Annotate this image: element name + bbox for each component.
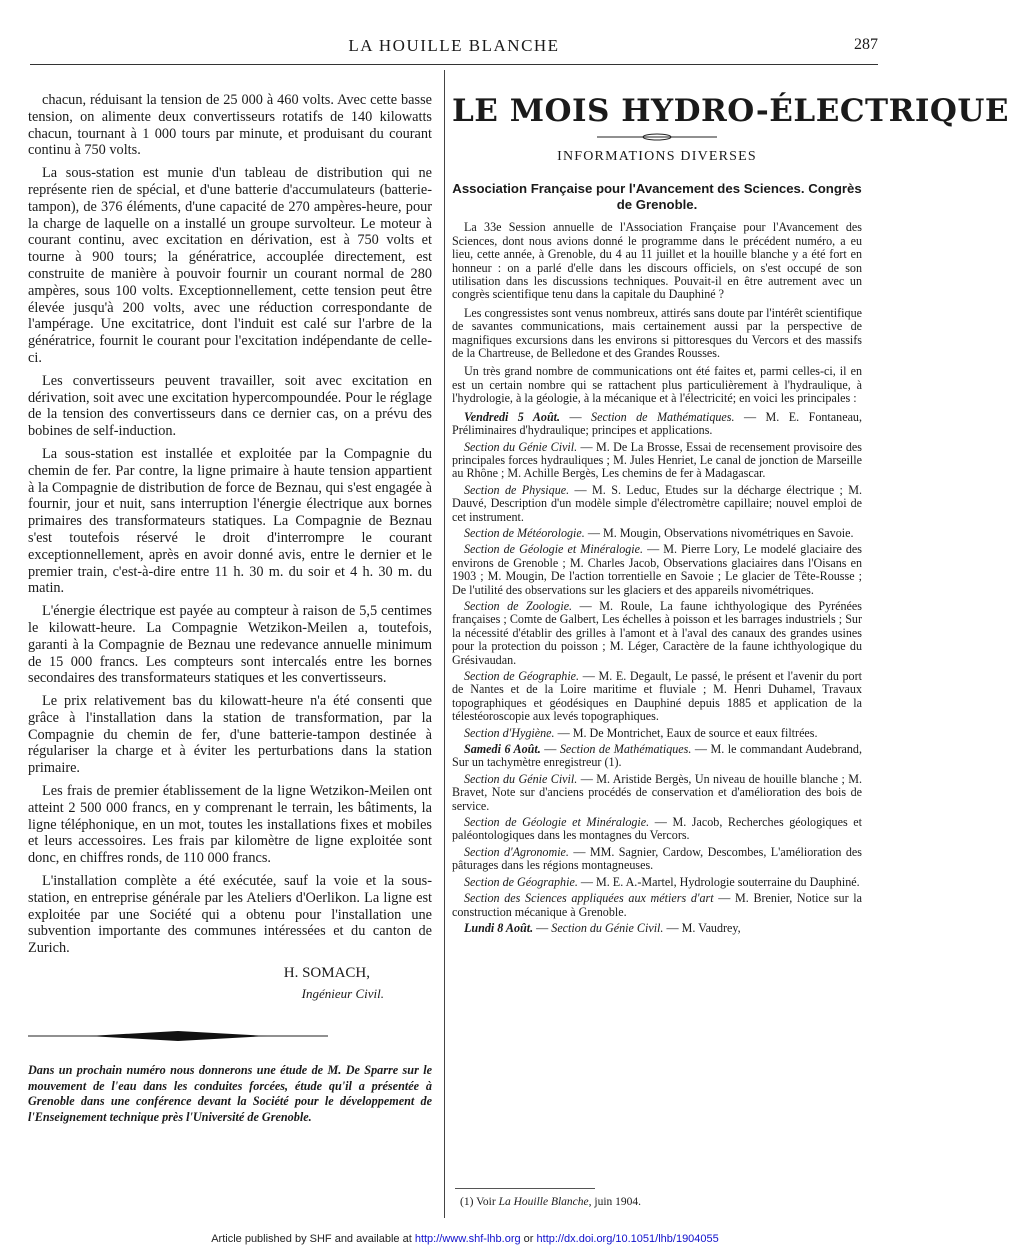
running-title: LA HOUILLE BLANCHE <box>348 36 560 55</box>
right-column <box>452 92 1009 938</box>
body-paragraph: Les convertisseurs peuvent travailler, soit avec excitation en dérivation, soit avec une excitation hypercompoundée. Pour le réglage de la tension des convertisseurs dans ce dernier cas, on a prévu des bobines de self-induction. <box>28 372 432 440</box>
session-day: Vendredi 5 Août. <box>464 409 561 424</box>
section-name: Section de Météorologie. <box>464 525 585 540</box>
publisher-credit <box>0 1233 930 1245</box>
article-heading: Association Française pour l'Avancement des Sciences. Congrès de Grenoble. <box>452 181 862 213</box>
communication-entry: Section de Météorologie. — M. Mougin, Observations nivométriques en Savoie. <box>464 525 854 540</box>
communication-text: M. De Montrichet, Eaux de source et eaux filtrées. <box>572 725 818 740</box>
section-title: LE MOIS HYDRO-ÉLECTRIQUE <box>452 93 1009 129</box>
communication-text: M. Mougin, Observations nivométriques en Savoie. <box>602 525 854 540</box>
communication-entry: Section d'Agronomie. — MM. Sagnier, Cardow, Descombes, L'amélioration des pâturages dans les régions montagneuses. <box>452 844 862 873</box>
communication-entry: Section des Sciences appliquées aux métiers d'art — M. Brenier, Notice sur la construction mécanique à Grenoble. <box>452 891 863 919</box>
body-paragraph: Les frais de premier établissement de la ligne Wetzikon-Meilen ont atteint 2 500 000 francs, en y comprenant le terrain, les bâtiments, la ligne téléphonique, en un mot, toutes les installations fixes et mobiles et leurs accessoires. Les frais par kilomètre de ligne exploitée sont donc, en chiffres ronds, de 110 000 francs. <box>28 783 432 867</box>
author-title: Ingénieur Civil. <box>301 985 384 1001</box>
communication-entry: Section de Géographie. — M. E. Degault, Le passé, le présent et l'avenir du port de Nantes et de la Loire maritime et fluviale ; M. Henri Duhamel, Travaux topographiques et géodésiques en Dauphiné depuis 1885 et application de la télestéoroscopie aux levés topographiques. <box>452 669 862 724</box>
section-name: Section d'Agronomie. <box>464 844 569 859</box>
section-name: Section de Physique. <box>464 482 570 497</box>
title-flourish-icon <box>597 132 717 142</box>
page-number: 287 <box>854 36 878 53</box>
body-paragraph: chacun, réduisant la tension de 25 000 à 460 volts. Avec cette basse tension, on alimente deux convertisseurs rotatifs de 140 kilowatts chacun, tournant à 1 000 tours par minute, et produisant du courant continu à 750 volts. <box>28 92 432 159</box>
section-name: Section de Géographie. <box>464 874 578 889</box>
section-name: Section de Géologie et Minéralogie. <box>464 542 644 557</box>
body-paragraph: L'énergie électrique est payée au compteur à raison de 5,5 centimes le kilowatt-heure. La Compagnie Wetzikon-Meilen a, toutefois, garanti à la Compagnie de Beznau une redevance annuelle minimum de 15 000 francs. Les compteurs sont intercalés entre les bornes secondaires des transformateurs statiques et les convertisseurs. <box>28 603 432 687</box>
section-name: Section du Génie Civil. <box>464 439 578 454</box>
section-name: Section de Mathématiques. <box>559 742 692 757</box>
credit-prefix: Article published by SHF and available at <box>211 1233 412 1245</box>
communication-text: M. E. Degault, Le passé, le présent et l'avenir du port de Nantes et de la Loire maritime et fluviale ; M. Henri Duhamel, Travaux topographiques et géodésiques en Dauphiné depuis 1885 et application de la télestéoroscopie aux levés topographiques. <box>452 669 862 724</box>
doi-link[interactable]: http://dx.doi.org/10.1051/lhb/1904055 <box>536 1233 719 1245</box>
footnote-prefix: (1) Voir <box>460 1196 496 1208</box>
communication-text: M. E. A.-Martel, Hydrologie souterraine du Dauphiné. <box>596 874 860 889</box>
session-day: Lundi 8 Août. <box>464 920 534 935</box>
communication-entry: Section du Génie Civil. — M. De La Brosse, Essai de recensement provisoire des principales forces hydrauliques ; M. Jules Henriet, Le canal de jonction de Marseille au Rhône ; M. Achille Bergès, Les chemins de fer à Madagascar. <box>452 439 862 481</box>
communication-text: M. Pierre Lory, Le modelé glaciaire des environs de Grenoble ; M. Charles Jacob, Observations glaciaires dans l'Oisans en 1903 ; M. Mougin, De l'action torrentielle en Savoie ; Le glacier de Tête-Rousse ; De l'utilité des observations sur les glaciers et des appareils nivométriques. <box>452 542 863 597</box>
intro-paragraph: Un très grand nombre de communications ont été faites et, parmi celles-ci, il en est un certain nombre qui se rattachent plus particulièrement à l'hydraulique, à l'hydrologie, à la géologie, à la mécanique et à l'électricité; en voici les principales : <box>452 364 862 406</box>
section-name: Section des Sciences appliquées aux métiers d'art <box>464 891 714 906</box>
column-divider <box>444 70 445 1218</box>
communication-entry: Section de Zoologie. — M. Roule, La faune ichthyologique des Pyrénées françaises ; Comte de Galbert, Les échelles à poisson et les barrages industriels ; Sur la nécessité d'établir des grilles à l'amont et à l'aval des canaux des grandes usines pour la protection du poisson ; M. Léger, Caractère de la faune ichthyologique du Grésivaudan. <box>452 598 862 667</box>
footnote-journal: La Houille Blanche, <box>498 1196 592 1208</box>
communication-text: M. S. Leduc, Etudes sur la décharge électrique ; M. Dauvé, Description d'un modèle simple d'électromètre capillaire; nouvel emploi de cet instrument. <box>452 482 862 524</box>
communication-text: M. Aristide Bergès, Un niveau de houille blanche ; M. Bravet, Note sur d'anciens procédés de conservation et d'amélioration des bois de service. <box>452 771 862 813</box>
footnote <box>460 1196 641 1208</box>
shf-link[interactable]: http://www.shf-lhb.org <box>414 1233 521 1245</box>
editor-note: Dans un prochain numéro nous donnerons une étude de M. De Sparre sur le mouvement de l'eau dans les conduites forcées, étude qu'il a présentée à Grenoble dans une conférence devant la Société pour le développement de l'Enseignement technique près l'Université de Grenoble. <box>28 1063 432 1124</box>
communication-entry: Section de Géologie et Minéralogie. — M. Jacob, Recherches géologiques et paléontologiques dans les montagnes du Vercors. <box>452 815 862 843</box>
communication-text: M. le commandant Audebrand, Sur un tachymètre enregistreur (1). <box>452 742 862 770</box>
footnote-suffix: juin 1904. <box>594 1196 642 1208</box>
body-paragraph: La sous-station est installée et exploitée par la Compagnie du chemin de fer. Par contre, la ligne primaire à haute tension appartient à la Compagnie de distribution de force de Beznau, qui s'est engagée à fournir, jour et nuit, sans interruption l'énergie électrique aux bornes primaires des transformateurs statiques. La Compagnie de Beznau s'est toutefois réservé le droit d'interrompre le courant exceptionnellement, après en avoir donné avis, entre le dernier et le premier train, c'est-à-dire entre 11 h. 30 m. du soir et 4 h. 30 m. du matin. <box>28 445 432 597</box>
body-paragraph: La sous-station est munie d'un tableau de distribution qui ne représente rien de spécial, et d'une batterie d'accumulateurs (batterie-tampon), de 376 éléments, d'une capacité de 270 ampères-heure, pour la charge de laquelle on a installé un groupe survolteur. Le moteur à courant continu, avec excitation en dérivation, est à 750 volts et tourne à 900 tours; la génératrice, accouplée directement, est construite de manière à pouvoir fournir un courant normal de 280 ampères, sous 100 volts. Exceptionnellement, cette tension peut être élevée jusqu'à 200 volts, avec une réduction correspondante de l'ampérage. Une excitatrice, dont l'induit est calé sur l'arbre de la génératrice, fournit le courant pour l'excitation indépendante de celle-ci. <box>28 165 432 366</box>
author-name: H. SOMACH, <box>283 965 370 982</box>
section-name: Section du Génie Civil. <box>551 920 664 935</box>
divider-ornament-icon <box>28 1029 328 1043</box>
communication-text: M. Brenier, Notice sur la construction mécanique à Grenoble. <box>452 891 863 919</box>
communication-text: M. De La Brosse, Essai de recensement provisoire des principales forces hydrauliques ; M. Jules Henriet, Le canal de jonction de Marseille au Rhône ; M. Achille Bergès, Les chemins de fer à Madagascar. <box>452 439 862 481</box>
header-rule <box>30 64 878 65</box>
communication-entry: Samedi 6 Août. — Section de Mathématiques. — M. le commandant Audebrand, Sur un tachymètre enregistreur (1). <box>452 742 862 770</box>
body-paragraph: L'installation complète a été exécutée, sauf la voie et la sous-station, en entreprise générale par les Ateliers d'Oerlikon. La ligne est exploitée par une Société qui a obtenu pour l'installation une subvention importante des communes intéressées et du canton de Zurich. <box>28 873 432 957</box>
communication-entry: Section de Physique. — M. S. Leduc, Etudes sur la décharge électrique ; M. Dauvé, Description d'un modèle simple d'électromètre capillaire; nouvel emploi de cet instrument. <box>452 482 862 524</box>
communication-text: M. E. Fontaneau, Préliminaires d'hydraulique; principes et applications. <box>452 409 863 438</box>
section-name: Section d'Hygiène. <box>464 725 555 740</box>
section-name: Section de Géographie. <box>464 669 580 683</box>
section-name: Section du Génie Civil. <box>464 771 578 786</box>
author-signature <box>28 965 432 1003</box>
communication-text: M. Roule, La faune ichthyologique des Pyrénées françaises ; Comte de Galbert, Les échelles à poisson et les barrages industriels ; Sur la nécessité d'établir des grilles à l'amont et à l'aval des canaux des grandes usines pour la protection du poisson ; M. Léger, Caractère de la faune ichthyologique du Grésivaudan. <box>452 598 862 667</box>
communication-text: M. Vaudrey, <box>681 920 741 935</box>
section-name: Section de Mathématiques. <box>591 409 735 424</box>
communication-list <box>452 411 862 936</box>
communication-entry: Section d'Hygiène. — M. De Montrichet, Eaux de source et eaux filtrées. <box>464 725 818 740</box>
communication-entry: Section de Géologie et Minéralogie. — M. Pierre Lory, Le modelé glaciaire des environs de Grenoble ; M. Charles Jacob, Observations glaciaires dans l'Oisans en 1903 ; M. Mougin, De l'action torrentielle en Savoie ; Le glacier de Tête-Rousse ; De l'utilité des observations sur les glaciers et des appareils nivométriques. <box>452 542 863 597</box>
intro-paragraph: Les congressistes sont venus nombreux, attirés sans doute par l'intérêt scientifique de savantes communications, mais certainement aussi par la perspective de magnifiques excursions dans les environs si pittoresques du Vercors et des massifs de la Chartreuse, de Belledone et des Grandes Rousses. <box>452 305 862 361</box>
left-column <box>28 92 432 1125</box>
communication-text: M. Jacob, Recherches géologiques et paléontologiques dans les montagnes du Vercors. <box>452 815 862 843</box>
communication-entry: Section de Géographie. — M. E. A.-Martel, Hydrologie souterraine du Dauphiné. <box>464 874 860 889</box>
communication-entry: Section du Génie Civil. — M. Aristide Bergès, Un niveau de houille blanche ; M. Bravet, Note sur d'anciens procédés de conservation et d'amélioration des bois de service. <box>452 771 862 813</box>
sub-heading: INFORMATIONS DIVERSES <box>557 149 757 164</box>
page-header <box>30 36 878 62</box>
credit-middle: or <box>523 1233 534 1245</box>
communication-entry: Vendredi 5 Août. — Section de Mathématiques. — M. E. Fontaneau, Préliminaires d'hydraulique; principes et applications. <box>452 409 863 438</box>
body-paragraph: Le prix relativement bas du kilowatt-heure n'a été consenti que grâce à l'installation dans la station de transformation, par la Compagnie du chemin de fer, d'une batterie-tampon destinée à régulariser la charge et à éviter les perturbations dans la station primaire. <box>28 693 432 777</box>
session-day: Samedi 6 Août. <box>464 742 541 757</box>
intro-paragraph: La 33e Session annuelle de l'Association Française pour l'Avancement des Sciences, dont nous avions donné le programme dans le précédent numéro, a eu lieu, cette année, à Grenoble, du 4 au 11 juillet et la houille blanche y a été fort en honneur : on a parlé d'elle dans les discours officiels, on s'est occupé de son utilisation dans les discussions techniques. Pouvait-il en être autrement avec un congrès scientifique tenu dans la capitale du Dauphiné ? <box>452 220 862 302</box>
communication-entry: Lundi 8 Août. — Section du Génie Civil. — M. Vaudrey, <box>464 920 741 935</box>
footnote-rule <box>455 1188 595 1189</box>
section-name: Section de Géologie et Minéralogie. <box>464 815 650 830</box>
section-name: Section de Zoologie. <box>464 598 573 613</box>
communication-text: MM. Sagnier, Cardow, Descombes, L'amélioration des pâturages dans les régions montagneuses. <box>452 844 862 873</box>
